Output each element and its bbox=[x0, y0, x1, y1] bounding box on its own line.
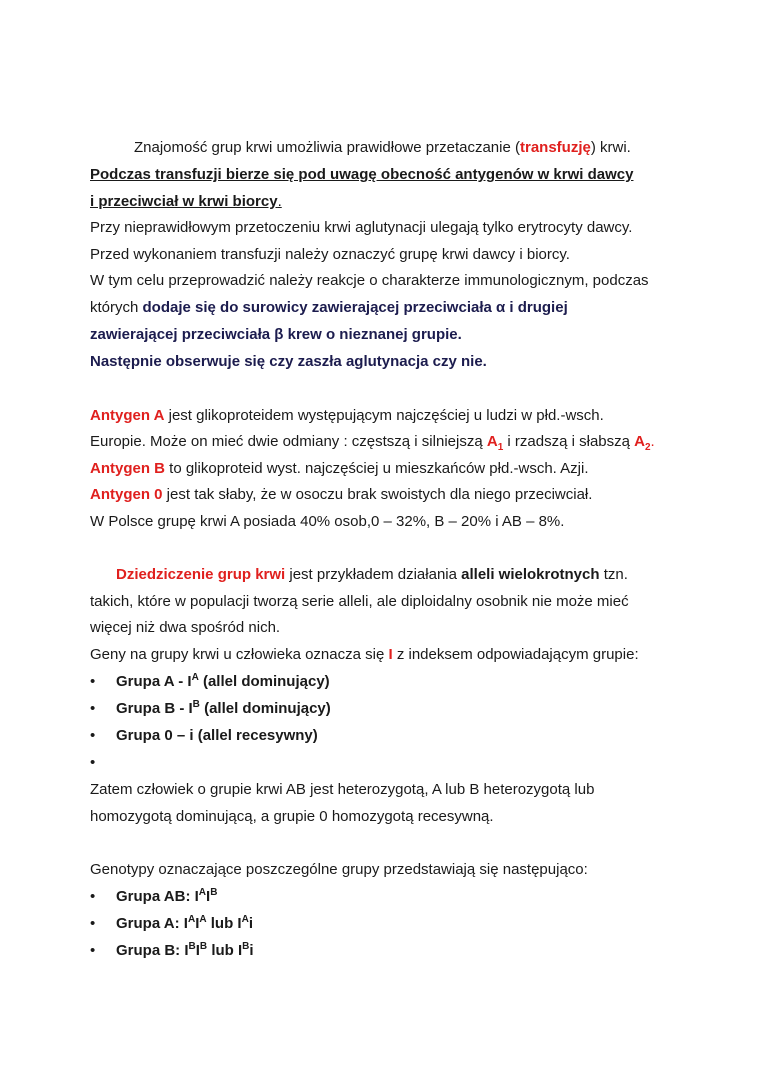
text: lub I bbox=[207, 942, 243, 959]
bullet-icon: • bbox=[90, 727, 96, 744]
text: Europie. Może on mieć dwie odmiany : częstszą i silniejszą bbox=[90, 433, 487, 450]
text: i bbox=[249, 942, 254, 959]
p2-line3 bbox=[90, 460, 589, 478]
text: Znajomość grup krwi umożliwia prawidłowe przetaczanie ( bbox=[134, 139, 520, 156]
antygen-b-label: Antygen B bbox=[90, 460, 165, 477]
a2-label: A bbox=[634, 433, 645, 450]
bullet-icon: • bbox=[90, 700, 96, 717]
p3-line1 bbox=[116, 566, 628, 584]
a1-label: A bbox=[486, 433, 498, 450]
p1-line6: W tym celu przeprowadzić należy reakcje o charakterze immunologicznym, podczas bbox=[90, 272, 649, 289]
text: i bbox=[248, 915, 253, 932]
text: . bbox=[277, 193, 282, 210]
text: ) krwi. bbox=[590, 139, 631, 156]
p1-line1 bbox=[134, 139, 631, 157]
bullet-icon: • bbox=[90, 888, 96, 905]
text: to glikoproteid wyst. najczęściej u mieszkańców płd.-wsch. Azji. bbox=[165, 460, 589, 477]
highlight-transfuzje: transfuzję bbox=[519, 139, 591, 156]
superscript: B bbox=[199, 941, 208, 952]
underlined-bold-text: Podczas transfuzji bierze się pod uwagę obecność antygenów w krwi dawcy bbox=[90, 166, 634, 183]
subscript: 1 bbox=[497, 442, 504, 453]
text: jest tak słaby, że w osoczu brak swoistych dla niego przeciwciał. bbox=[162, 486, 593, 503]
p3-line6: homozygotą dominującą, a grupie 0 homozygotą recesywną. bbox=[90, 808, 494, 825]
p3-line2: takich, które w populacji tworzą serie alleli, ale diploidalny osobnik nie może mieć bbox=[90, 593, 629, 610]
bold-text: zawierającej przeciwciała β krew o nieznanej grupie. bbox=[90, 326, 462, 343]
list-item-grupa-b bbox=[116, 700, 331, 718]
gene-symbol: I bbox=[388, 646, 393, 663]
antygen-0-label: Antygen 0 bbox=[90, 486, 163, 503]
p3-line3: więcej niż dwa spośród nich. bbox=[90, 619, 281, 636]
p1-line7 bbox=[90, 299, 568, 317]
list-item-genotype-ab bbox=[116, 888, 217, 906]
text: Grupa B: I bbox=[116, 942, 189, 959]
p2-line2 bbox=[90, 433, 655, 451]
superscript: A bbox=[191, 672, 199, 683]
superscript: A bbox=[198, 887, 207, 898]
p1-line3 bbox=[90, 193, 282, 211]
text: jest przykładem działania bbox=[285, 566, 462, 583]
text: Grupa A: I bbox=[116, 915, 188, 932]
superscript: B bbox=[188, 941, 196, 952]
list-item-grupa-0: Grupa 0 – i (allel recesywny) bbox=[116, 727, 318, 744]
dziedziczenie-label: Dziedziczenie grup krwi bbox=[116, 566, 286, 583]
p1-line2 bbox=[90, 166, 633, 184]
bullet-icon: • bbox=[90, 754, 96, 771]
p1-line8 bbox=[90, 326, 462, 344]
p1-line5: Przed wykonaniem transfuzji należy oznaczyć grupę krwi dawcy i biorcy. bbox=[90, 246, 570, 263]
text: Grupa B - I bbox=[116, 700, 193, 717]
superscript: A bbox=[187, 914, 196, 925]
text: z indeksem odpowiadającym grupie: bbox=[392, 646, 639, 663]
p2-line5: W Polsce grupę krwi A posiada 40% osob,0 – 32%, B – 20% i AB – 8%. bbox=[90, 513, 565, 530]
list-item-grupa-a bbox=[116, 673, 330, 691]
superscript: A bbox=[199, 914, 207, 925]
text: Grupa A - I bbox=[116, 673, 192, 690]
text: . bbox=[650, 433, 655, 450]
text: (allel dominujący) bbox=[199, 700, 331, 717]
p2-line4 bbox=[90, 486, 592, 504]
p1-line4: Przy nieprawidłowym przetoczeniu krwi aglutynacji ulegają tylko erytrocyty dawcy. bbox=[90, 219, 633, 236]
superscript: B bbox=[192, 699, 200, 710]
bold-text: alleli wielokrotnych bbox=[461, 566, 600, 583]
text: lub I bbox=[206, 915, 242, 932]
bullet-icon: • bbox=[90, 915, 96, 932]
p3-line5: Zatem człowiek o grupie krwi AB jest heterozygotą, A lub B heterozygotą lub bbox=[90, 781, 595, 798]
bullet-icon: • bbox=[90, 942, 96, 959]
text: I bbox=[206, 888, 211, 905]
superscript: B bbox=[210, 887, 218, 898]
underlined-bold-text: i przeciwciał w krwi biorcy bbox=[90, 193, 278, 210]
bullet-icon: • bbox=[90, 673, 96, 690]
text: Geny na grupy krwi u człowieka oznacza się bbox=[90, 646, 389, 663]
bold-text: dodaje się do surowicy zawierającej przeciwciała α i drugiej bbox=[142, 299, 568, 316]
text: I bbox=[195, 915, 200, 932]
list-item-genotype-b bbox=[116, 942, 254, 960]
text: jest glikoproteidem występującym najczęściej u ludzi w płd.-wsch. bbox=[164, 407, 604, 424]
p3-line4 bbox=[90, 646, 639, 664]
text: (allel dominujący) bbox=[198, 673, 330, 690]
text: Grupa AB: I bbox=[116, 888, 199, 905]
bold-text: Następnie obserwuje się czy zaszła aglutynacja czy nie. bbox=[90, 353, 487, 370]
list-item-genotype-a bbox=[116, 915, 253, 933]
p2-line1 bbox=[90, 407, 604, 425]
text: i rzadszą i słabszą bbox=[503, 433, 635, 450]
superscript: B bbox=[242, 941, 250, 952]
text: tzn. bbox=[599, 566, 628, 583]
subscript: 2 bbox=[644, 442, 651, 453]
p4-line1: Genotypy oznaczające poszczególne grupy przedstawiają się następująco: bbox=[90, 861, 588, 878]
text: których bbox=[90, 299, 143, 316]
text: I bbox=[195, 942, 200, 959]
p1-line9 bbox=[90, 353, 487, 371]
superscript: A bbox=[241, 914, 249, 925]
antygen-a-label: Antygen A bbox=[90, 407, 165, 424]
